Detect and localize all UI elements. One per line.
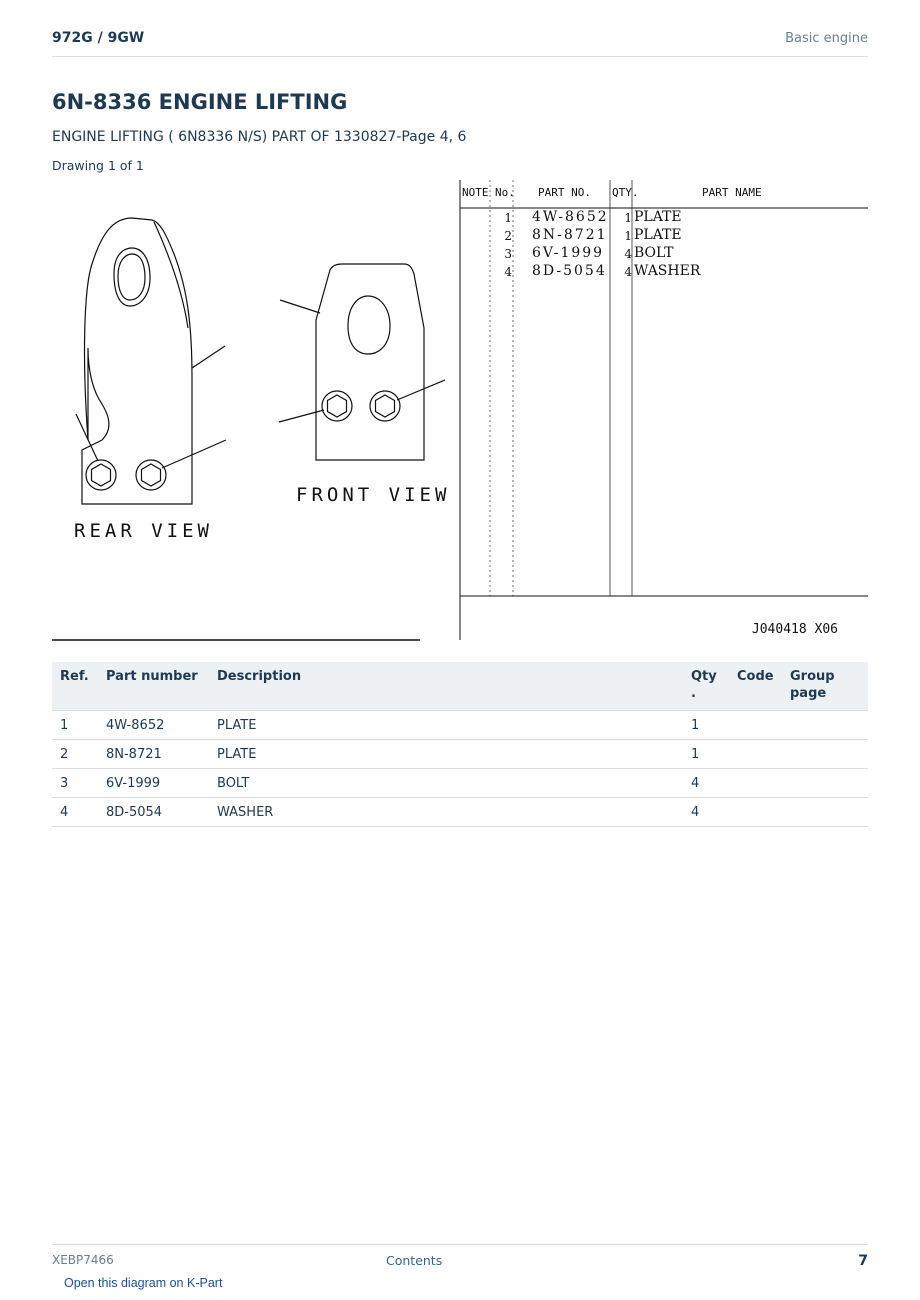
diagram-row xyxy=(460,227,868,245)
diagram-row xyxy=(460,209,868,227)
rear-plate-outline xyxy=(82,218,192,504)
header-description: Description xyxy=(209,662,683,711)
cell-ref: 4 xyxy=(52,798,98,827)
header-qty-label: Qty xyxy=(691,669,717,684)
cell-description: PLATE xyxy=(209,740,683,769)
cell-code xyxy=(729,711,782,740)
rear-view-label: REAR VIEW xyxy=(74,520,213,542)
header-qty-dot: . xyxy=(691,686,696,701)
header-group-label: Group xyxy=(790,669,835,684)
parts-diagram xyxy=(52,178,868,644)
front-view-label: FRONT VIEW xyxy=(296,484,451,506)
parts-table xyxy=(52,662,868,827)
diagram-row-name: PLATE xyxy=(634,227,682,243)
cell-description: BOLT xyxy=(209,769,683,798)
header-qty xyxy=(683,662,729,711)
diagram-row-name: PLATE xyxy=(634,209,682,225)
cell-description: WASHER xyxy=(209,798,683,827)
diagram-row xyxy=(460,245,868,263)
cell-group-page xyxy=(782,769,868,798)
rear-bolt-right xyxy=(142,464,161,486)
page-header xyxy=(52,28,868,57)
header-ref: Ref. xyxy=(52,662,98,711)
header-code: Code xyxy=(729,662,782,711)
cell-part-number: 8D-5054 xyxy=(98,798,209,827)
cell-ref: 3 xyxy=(52,769,98,798)
diagram-header-note: NOTE xyxy=(462,186,489,199)
rear-bolt-left xyxy=(92,464,111,486)
diagram-row-part-no: 8N-8721 xyxy=(532,227,608,243)
cell-group-page xyxy=(782,740,868,769)
diagram-row-qty: 1 xyxy=(624,229,632,243)
cell-group-page xyxy=(782,798,868,827)
table-row xyxy=(52,711,868,740)
diagram-row-name: BOLT xyxy=(634,245,674,261)
diagram-row-part-no: 8D-5054 xyxy=(532,263,607,279)
diagram-row-qty: 4 xyxy=(624,265,632,279)
diagram-parts-table xyxy=(460,180,868,598)
contents-link[interactable]: Contents xyxy=(386,1253,443,1268)
document-id: XEBP7466 xyxy=(52,1253,114,1267)
section-label: Basic engine xyxy=(785,31,868,46)
front-slot xyxy=(348,296,390,354)
diagram-row xyxy=(460,263,868,281)
header-part-number: Part number xyxy=(98,662,209,711)
cell-ref: 2 xyxy=(52,740,98,769)
cell-ref: 1 xyxy=(52,711,98,740)
cell-part-number: 8N-8721 xyxy=(98,740,209,769)
diagram-row-qty: 1 xyxy=(624,211,632,225)
drawing-code: J040418 X06 xyxy=(751,622,838,637)
drawing-count-label: Drawing 1 of 1 xyxy=(52,158,144,173)
cell-part-number: 6V-1999 xyxy=(98,769,209,798)
diagram-header-part-name: PART NAME xyxy=(702,186,762,199)
front-plate-outline xyxy=(316,264,424,460)
cell-code xyxy=(729,798,782,827)
page-number: 7 xyxy=(858,1253,868,1269)
header-page-label: page xyxy=(790,686,827,701)
diagram-row-no: 4 xyxy=(504,265,512,279)
kpart-link[interactable]: Open this diagram on K-Part xyxy=(64,1276,223,1290)
cell-group-page xyxy=(782,711,868,740)
diagram-header-part-no: PART NO. xyxy=(538,186,591,199)
diagram-row-name: WASHER xyxy=(634,263,701,279)
parts-table-header xyxy=(52,662,868,711)
diagram-row-no: 3 xyxy=(504,247,512,261)
diagram-row-part-no: 6V-1999 xyxy=(532,245,605,261)
front-bolt-right xyxy=(376,395,395,417)
cell-description: PLATE xyxy=(209,711,683,740)
diagram-header-qty: QTY. xyxy=(612,186,639,199)
front-bolt-left xyxy=(328,395,347,417)
table-row xyxy=(52,798,868,827)
table-row xyxy=(52,740,868,769)
diagram-row-part-no: 4W-8652 xyxy=(532,209,609,225)
header-group-page xyxy=(782,662,868,711)
page-title: 6N-8336 ENGINE LIFTING xyxy=(52,90,348,114)
cell-qty: 1 xyxy=(683,740,729,769)
model-label: 972G / 9GW xyxy=(52,30,145,46)
diagram-header-no: No. xyxy=(495,186,515,199)
table-row xyxy=(52,769,868,798)
cell-part-number: 4W-8652 xyxy=(98,711,209,740)
page-footer xyxy=(52,1244,868,1275)
cell-qty: 1 xyxy=(683,711,729,740)
cell-qty: 4 xyxy=(683,798,729,827)
diagram-row-qty: 4 xyxy=(624,247,632,261)
cell-code xyxy=(729,740,782,769)
page-subtitle: ENGINE LIFTING ( 6N8336 N/S) PART OF 1330827-Page 4, 6 xyxy=(52,129,467,145)
cell-code xyxy=(729,769,782,798)
diagram-row-no: 2 xyxy=(504,229,512,243)
diagram-row-no: 1 xyxy=(504,211,512,225)
cell-qty: 4 xyxy=(683,769,729,798)
